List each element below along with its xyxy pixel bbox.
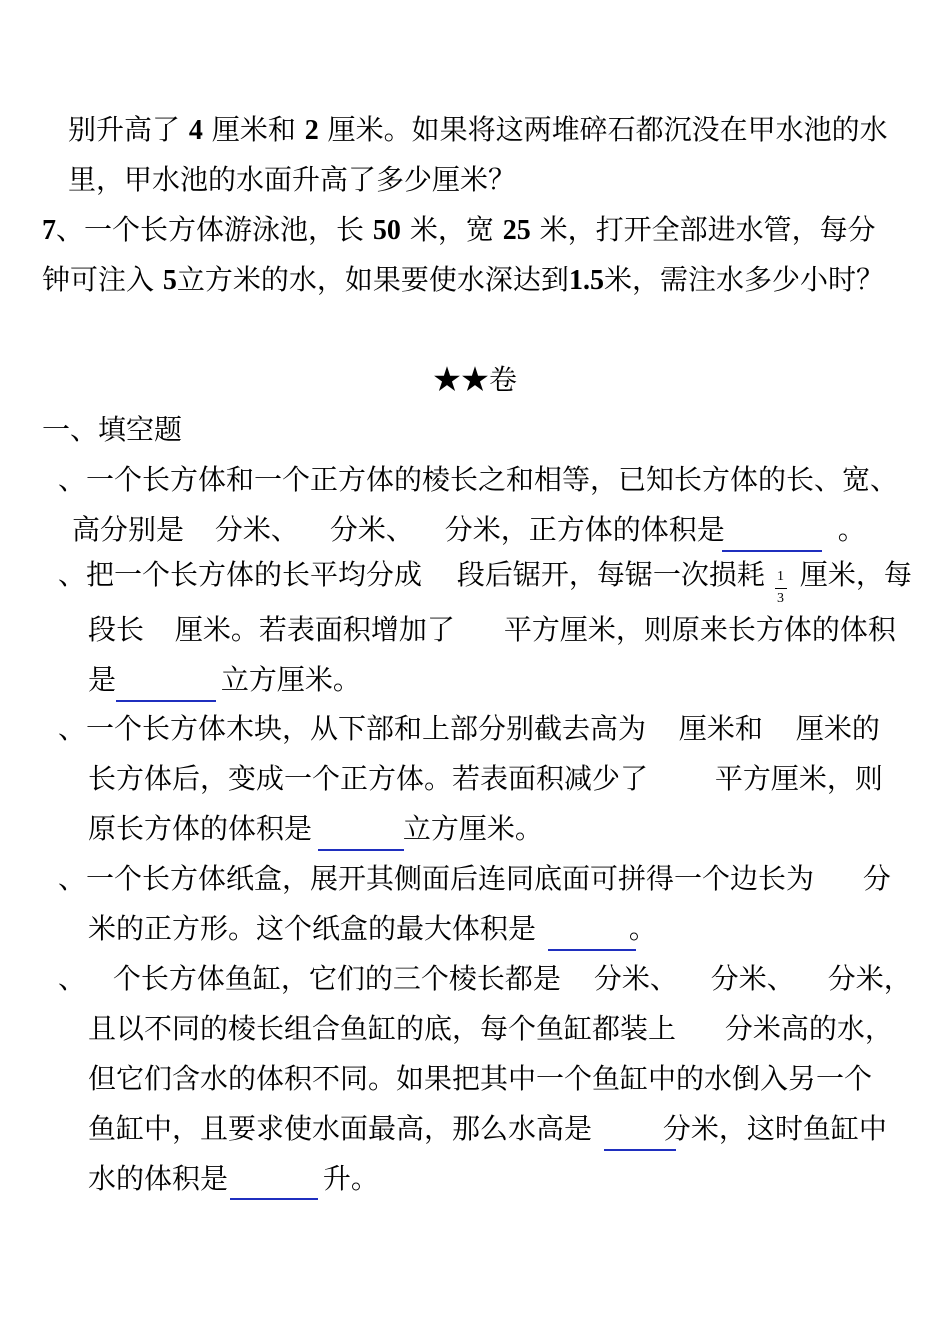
item-2-line-3: 是 立方厘米。 (88, 663, 361, 696)
item-1-line-1: 、一个长方体和一个正方体的棱长之和相等，已知长方体的长、宽、 (58, 463, 899, 496)
item-5-line-2: 且以不同的棱长组合鱼缸的底，每个鱼缸都装上 分米高的水， (88, 1012, 893, 1045)
item-4-line-1: 、一个长方体纸盒，展开其侧面后连同底面可拼得一个边长为 分 (58, 862, 891, 895)
item-2-line-1: 、把一个长方体的长平均分成 段后锯开，每锯一次损耗 厘米，每 (58, 558, 912, 591)
item-4-line-2: 米的正方形。这个纸盒的最大体积是 。 (88, 912, 657, 945)
item-5-line-1: 、 个长方体鱼缸，它们的三个棱长都是 分米、 分米、 分米， (58, 962, 912, 995)
answer-blank-6[interactable] (230, 1198, 318, 1200)
item-3-line-3: 原长方体的体积是 立方厘米。 (88, 812, 543, 845)
item-1-line-2: 高分别是 分米、 分米、 分米，正方体的体积是 。 (72, 513, 866, 546)
answer-blank-3[interactable] (318, 849, 404, 851)
q6-line-2: 里，甲水池的水面升高了多少厘米？ (68, 163, 517, 196)
item-3-line-2: 长方体后，变成一个正方体。若表面积减少了 平方厘米，则 (88, 762, 883, 795)
item-2-line-2: 段长 厘米。若表面积增加了 平方厘米，则原来长方体的体积 (88, 613, 896, 646)
item-5-line-3: 但它们含水的体积不同。如果把其中一个鱼缸中的水倒入另一个 (88, 1062, 873, 1095)
answer-blank-4[interactable] (548, 949, 636, 951)
fraction-bar (775, 588, 787, 589)
section-title: ★★卷 (432, 363, 517, 396)
fraction-numerator: 1 (777, 569, 784, 584)
item-5-line-4: 鱼缸中，且要求使水面最高，那么水高是 分米，这时鱼缸中 (88, 1112, 887, 1145)
part-title: 一、填空题 (42, 413, 183, 446)
answer-blank-2[interactable] (116, 700, 216, 702)
answer-blank-1[interactable] (722, 550, 822, 552)
q7-line-1: 7、一个长方体游泳池，长 50 米，宽 25 米，打开全部进水管，每分 (42, 213, 876, 246)
item-5-line-5: 水的体积是 升。 (88, 1162, 379, 1195)
item-3-line-1: 、一个长方体木块，从下部和上部分别截去高为 厘米和 厘米的 (58, 712, 880, 745)
q6-line-1: 别升高了 4 厘米和 2 厘米。如果将这两堆碎石都沉没在甲水池的水 (68, 113, 888, 146)
q7-number: 7 (42, 215, 56, 246)
q7-line-2: 钟可注入 5立方米的水，如果要使水深达到1.5米，需注水多少小时？ (42, 263, 884, 296)
fraction-denominator: 3 (777, 591, 784, 606)
answer-blank-5[interactable] (604, 1149, 676, 1151)
